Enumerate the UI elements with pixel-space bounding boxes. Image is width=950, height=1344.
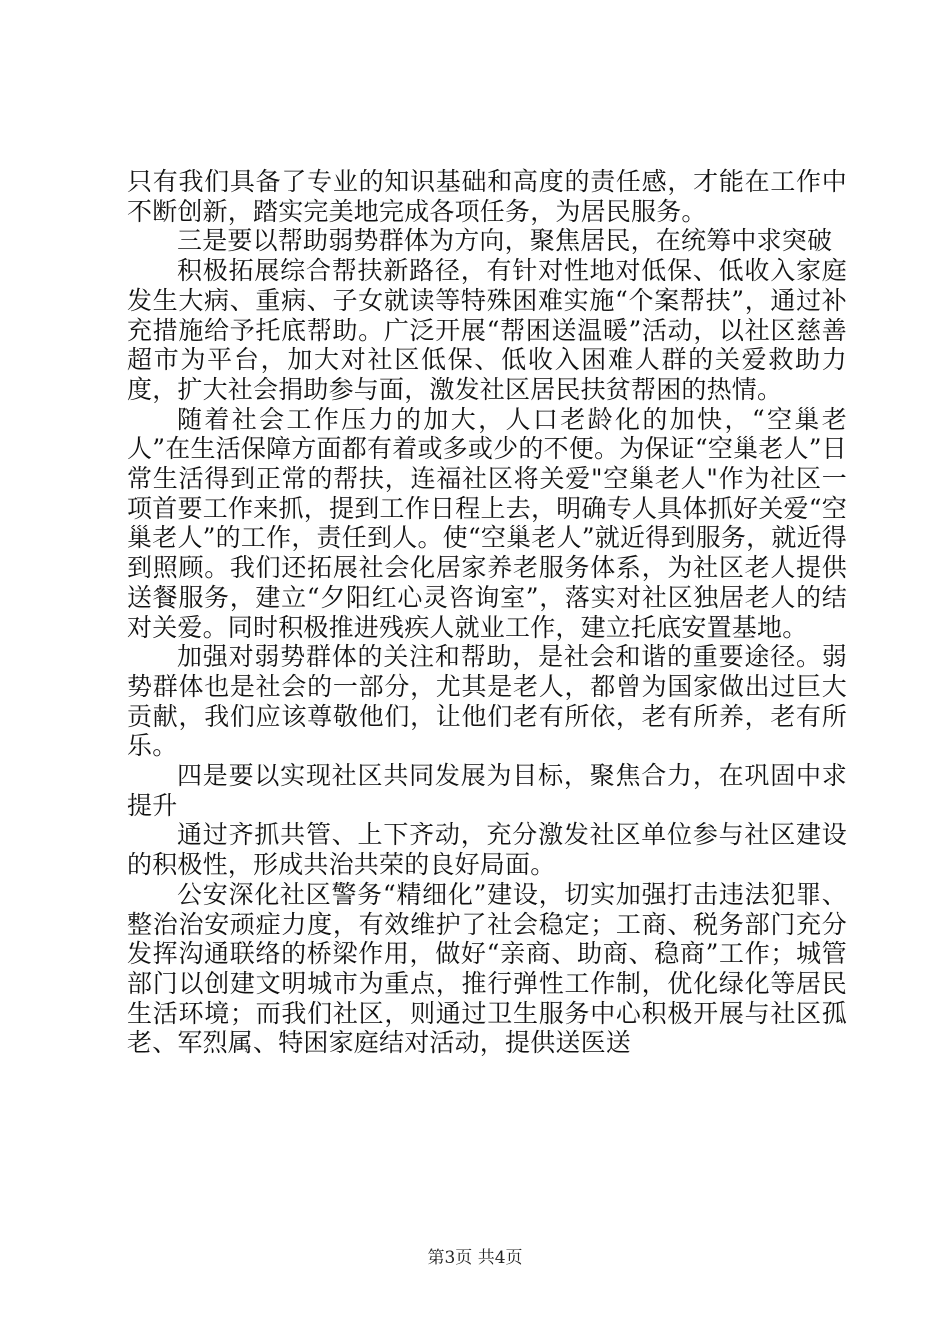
paragraph-vulnerable-groups: 加强对弱势群体的关注和帮助，是社会和谐的重要途径。弱势群体也是社会的一部分，尤其是老人，都曾为国家做出过巨大贡献，我们应该尊敬他们，让他们老有所依，老有所养，老有所乐。 [127,642,847,761]
paragraph-departments: 公安深化社区警务“精细化”建设，切实加强打击违法犯罪、整治治安顽症力度，有效维护了社会稳定；工商、税务部门充分发挥沟通联络的桥梁作用，做好“亲商、助商、稳商”工作；城管部门以创建文明城市为重点，推行弹性工作制，优化绿化等居民生活环境；而我们社区，则通过卫生服务中心积极开展与社区孤老、军烈属、特困家庭结对活动，提供送医送 [127,879,847,1058]
paragraph-joint-management: 通过齐抓共管、上下齐动，充分激发社区单位参与社区建设的积极性，形成共治共荣的良好局面。 [127,820,847,880]
paragraph-empty-nest-elderly: 随着社会工作压力的加大，人口老龄化的加快，“空巢老人”在生活保障方面都有着或多或少的不便。为保证“空巢老人”日常生活得到正常的帮扶，连福社区将关爱"空巢老人"作为社区一项首要工作来抓，提到工作日程上去，明确专人具体抓好关爱“空巢老人”的工作，责任到人。使“空巢老人”就近得到服务，就近得到照顾。我们还拓展社会化居家养老服务体系，为社区老人提供送餐服务，建立“夕阳红心灵咨询室”，落实对社区独居老人的结对关爱。同时积极推进残疾人就业工作，建立托底安置基地。 [127,404,847,642]
paragraph-continuation: 只有我们具备了专业的知识基础和高度的责任感，才能在工作中不断创新，踏实完美地完成各项任务，为居民服务。 [127,167,847,226]
section-heading-three: 三是要以帮助弱势群体为方向，聚焦居民，在统筹中求突破 [177,226,833,256]
paragraph-assistance: 积极拓展综合帮扶新路径，有针对性地对低保、低收入家庭发生大病、重病、子女就读等特殊困难实施“个案帮扶”，通过补充措施给予托底帮助。广泛开展“帮困送温暖”活动，以社区慈善超市为平台，加大对社区低保、低收入困难人群的关爱救助力度，扩大社会捐助参与面，激发社区居民扶贫帮困的热情。 [127,256,847,404]
section-heading-four: 四是要以实现社区共同发展为目标，聚焦合力，在巩固中求提升 [127,761,847,820]
page-number-footer: 第3页 共4页 [427,1248,523,1268]
document-body [127,167,847,1058]
